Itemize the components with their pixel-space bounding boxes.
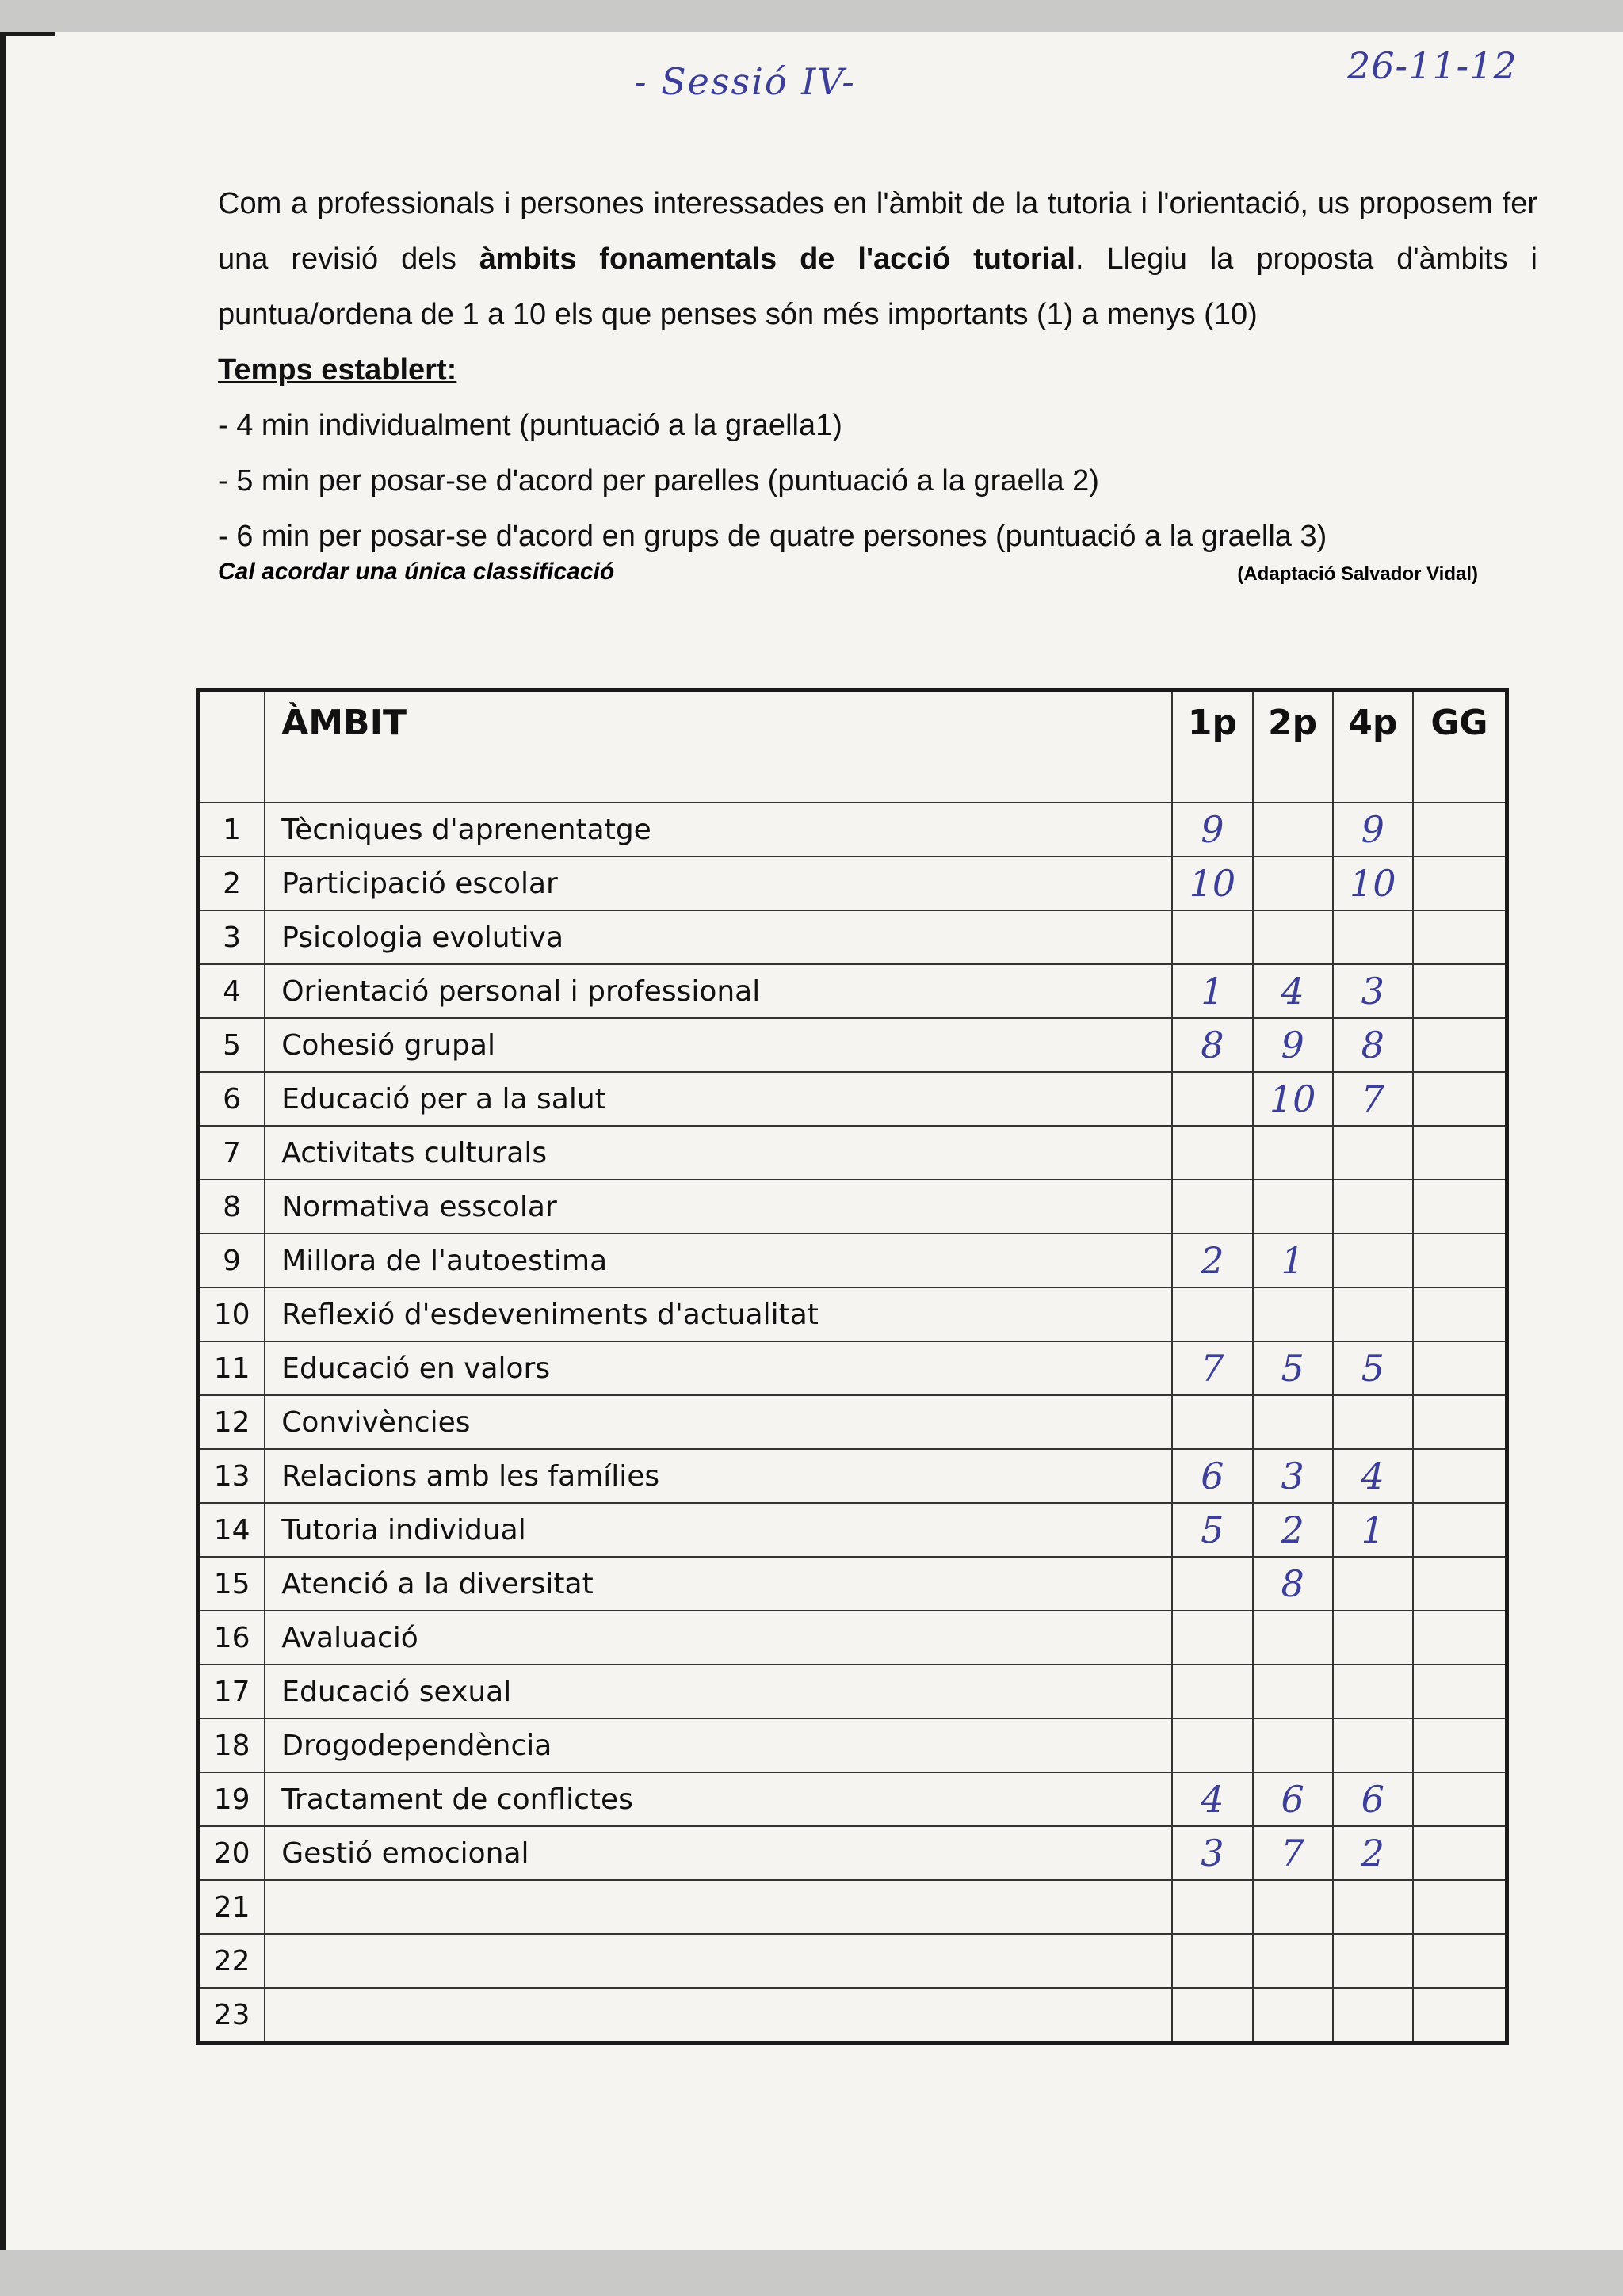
handwritten-date: 26-11-12 (1347, 44, 1518, 87)
header-4p: 4p (1333, 690, 1413, 803)
ambit-name (265, 1934, 1172, 1988)
score-2p (1253, 1665, 1333, 1718)
score-1p (1172, 1665, 1252, 1718)
score-gg (1413, 1988, 1507, 2043)
table-row (198, 1988, 1507, 2043)
row-number: 1 (198, 803, 265, 856)
score-4p (1333, 1180, 1413, 1234)
score-gg (1413, 803, 1507, 856)
score-gg (1413, 1718, 1507, 1772)
ambit-name: Tractament de conflictes (265, 1772, 1172, 1826)
score-1p: 5 (1172, 1503, 1252, 1557)
score-4p (1333, 1988, 1413, 2043)
instruction-line-1: - 4 min individualment (puntuació a la graella1) (218, 409, 842, 442)
table-row (198, 1341, 1507, 1395)
row-number: 6 (198, 1072, 265, 1126)
table-row (198, 1557, 1507, 1611)
score-4p: 3 (1333, 964, 1413, 1018)
score-gg (1413, 1880, 1507, 1934)
score-4p (1333, 910, 1413, 964)
ambit-name: Educació per a la salut (265, 1072, 1172, 1126)
temps-label: Temps establert: (218, 353, 457, 387)
score-4p (1333, 1934, 1413, 1988)
header-ambit: ÀMBIT (265, 690, 1172, 803)
ambit-name: Reflexió d'esdeveniments d'actualitat (265, 1287, 1172, 1341)
score-2p (1253, 1988, 1333, 2043)
score-gg (1413, 1611, 1507, 1665)
row-number: 20 (198, 1826, 265, 1880)
table-row (198, 1611, 1507, 1665)
cal-acordar-note: Cal acordar una única classificació (218, 559, 615, 585)
instruction-line-2: - 5 min per posar-se d'acord per parelles (puntuació a la graella 2) (218, 464, 1099, 498)
score-gg (1413, 1503, 1507, 1557)
score-2p: 9 (1253, 1018, 1333, 1072)
ambit-name: Tècniques d'aprenentatge (265, 803, 1172, 856)
adaptation-credit: (Adaptació Salvador Vidal) (1237, 563, 1478, 585)
score-gg (1413, 1395, 1507, 1449)
score-gg (1413, 1234, 1507, 1287)
score-gg (1413, 1449, 1507, 1503)
score-4p: 9 (1333, 803, 1413, 856)
score-1p (1172, 1557, 1252, 1611)
score-gg (1413, 964, 1507, 1018)
score-1p (1172, 1180, 1252, 1234)
table-row (198, 1934, 1507, 1988)
score-4p (1333, 1395, 1413, 1449)
score-gg (1413, 1826, 1507, 1880)
score-4p (1333, 1611, 1413, 1665)
ambit-name: Psicologia evolutiva (265, 910, 1172, 964)
intro-paragraph (218, 176, 1537, 342)
score-4p (1333, 1234, 1413, 1287)
score-gg (1413, 1018, 1507, 1072)
score-4p: 5 (1333, 1341, 1413, 1395)
table-row (198, 1234, 1507, 1287)
score-gg (1413, 1772, 1507, 1826)
score-4p (1333, 1557, 1413, 1611)
row-number: 17 (198, 1665, 265, 1718)
score-2p (1253, 1287, 1333, 1341)
score-1p: 8 (1172, 1018, 1252, 1072)
score-1p (1172, 1072, 1252, 1126)
score-2p (1253, 1718, 1333, 1772)
score-2p: 2 (1253, 1503, 1333, 1557)
table-row (198, 1665, 1507, 1718)
row-number: 5 (198, 1018, 265, 1072)
row-number: 4 (198, 964, 265, 1018)
ambit-name: Avaluació (265, 1611, 1172, 1665)
table-row (198, 1880, 1507, 1934)
ambit-name: Activitats culturals (265, 1126, 1172, 1180)
intro-text-a: Com a professionals i persones interessades en l'àmbit de la tutoria i l'orientació, us proposem fer una revisió dels (218, 187, 1537, 276)
score-4p (1333, 1718, 1413, 1772)
row-number: 16 (198, 1611, 265, 1665)
score-gg (1413, 856, 1507, 910)
table-row (198, 1395, 1507, 1449)
score-2p (1253, 1880, 1333, 1934)
table-row (198, 1072, 1507, 1126)
row-number: 7 (198, 1126, 265, 1180)
score-4p: 7 (1333, 1072, 1413, 1126)
score-1p (1172, 1988, 1252, 2043)
score-1p: 10 (1172, 856, 1252, 910)
ambit-name: Convivències (265, 1395, 1172, 1449)
score-2p: 7 (1253, 1826, 1333, 1880)
score-2p: 4 (1253, 964, 1333, 1018)
table-row (198, 1287, 1507, 1341)
table-row (198, 856, 1507, 910)
header-2p: 2p (1253, 690, 1333, 803)
instructions (218, 176, 1537, 564)
score-4p: 8 (1333, 1018, 1413, 1072)
ambit-name: Cohesió grupal (265, 1018, 1172, 1072)
ambit-name (265, 1988, 1172, 2043)
score-4p: 1 (1333, 1503, 1413, 1557)
table-row (198, 1718, 1507, 1772)
score-2p: 10 (1253, 1072, 1333, 1126)
score-1p: 6 (1172, 1449, 1252, 1503)
score-1p: 4 (1172, 1772, 1252, 1826)
intro-bold: àmbits fonamentals de l'acció tutorial (479, 242, 1075, 276)
score-gg (1413, 910, 1507, 964)
score-2p (1253, 1395, 1333, 1449)
score-2p: 8 (1253, 1557, 1333, 1611)
score-2p: 5 (1253, 1341, 1333, 1395)
score-4p (1333, 1880, 1413, 1934)
ambit-name: Gestió emocional (265, 1826, 1172, 1880)
score-4p (1333, 1287, 1413, 1341)
score-1p: 2 (1172, 1234, 1252, 1287)
row-number: 14 (198, 1503, 265, 1557)
score-1p (1172, 1126, 1252, 1180)
score-4p: 2 (1333, 1826, 1413, 1880)
score-2p (1253, 856, 1333, 910)
score-2p (1253, 1611, 1333, 1665)
ambit-name: Drogodependència (265, 1718, 1172, 1772)
score-2p (1253, 1934, 1333, 1988)
row-number: 10 (198, 1287, 265, 1341)
row-number: 11 (198, 1341, 265, 1395)
score-2p (1253, 803, 1333, 856)
score-2p (1253, 1126, 1333, 1180)
row-number: 23 (198, 1988, 265, 2043)
score-gg (1413, 1287, 1507, 1341)
scan-edge (0, 32, 6, 2250)
ambit-name: Tutoria individual (265, 1503, 1172, 1557)
score-1p: 9 (1172, 803, 1252, 856)
score-4p: 6 (1333, 1772, 1413, 1826)
score-gg (1413, 1126, 1507, 1180)
score-gg (1413, 1341, 1507, 1395)
row-number: 15 (198, 1557, 265, 1611)
table-row (198, 1772, 1507, 1826)
intro-text-b: . Llegiu la proposta d'àmbits i puntua/ordena de 1 a 10 els que penses són més importants (1) a menys (10) (218, 242, 1537, 331)
header-num (198, 690, 265, 803)
score-4p: 10 (1333, 856, 1413, 910)
row-number: 21 (198, 1880, 265, 1934)
table-row (198, 1449, 1507, 1503)
score-4p: 4 (1333, 1449, 1413, 1503)
table-row (198, 1503, 1507, 1557)
table-row (198, 1180, 1507, 1234)
score-1p (1172, 1718, 1252, 1772)
ambits-table (196, 688, 1509, 2045)
score-gg (1413, 1665, 1507, 1718)
row-number: 12 (198, 1395, 265, 1449)
table-row (198, 1126, 1507, 1180)
scan-edge-top (0, 32, 55, 36)
score-2p (1253, 910, 1333, 964)
score-2p: 1 (1253, 1234, 1333, 1287)
table-row (198, 910, 1507, 964)
row-number: 3 (198, 910, 265, 964)
ambit-name: Participació escolar (265, 856, 1172, 910)
score-gg (1413, 1557, 1507, 1611)
score-2p: 3 (1253, 1449, 1333, 1503)
ambit-name: Orientació personal i professional (265, 964, 1172, 1018)
row-number: 19 (198, 1772, 265, 1826)
score-4p (1333, 1665, 1413, 1718)
row-number: 9 (198, 1234, 265, 1287)
table-row (198, 1018, 1507, 1072)
score-1p: 3 (1172, 1826, 1252, 1880)
header-gg: GG (1413, 690, 1507, 803)
table-row (198, 803, 1507, 856)
ambit-name: Normativa esscolar (265, 1180, 1172, 1234)
ambit-name: Educació sexual (265, 1665, 1172, 1718)
row-number: 13 (198, 1449, 265, 1503)
score-gg (1413, 1180, 1507, 1234)
header-1p: 1p (1172, 690, 1252, 803)
score-1p (1172, 910, 1252, 964)
score-1p (1172, 1395, 1252, 1449)
score-1p: 7 (1172, 1341, 1252, 1395)
ambit-name: Atenció a la diversitat (265, 1557, 1172, 1611)
table-header-row (198, 690, 1507, 803)
score-gg (1413, 1072, 1507, 1126)
score-1p: 1 (1172, 964, 1252, 1018)
score-1p (1172, 1880, 1252, 1934)
ambit-name (265, 1880, 1172, 1934)
score-2p: 6 (1253, 1772, 1333, 1826)
row-number: 2 (198, 856, 265, 910)
ambit-name: Millora de l'autoestima (265, 1234, 1172, 1287)
score-1p (1172, 1611, 1252, 1665)
score-gg (1413, 1934, 1507, 1988)
row-number: 18 (198, 1718, 265, 1772)
session-heading: - Sessió IV- (634, 60, 856, 103)
ambit-name: Relacions amb les famílies (265, 1449, 1172, 1503)
instruction-line-3: - 6 min per posar-se d'acord en grups de quatre persones (puntuació a la graella 3) (218, 520, 1327, 553)
score-2p (1253, 1180, 1333, 1234)
note-row (218, 559, 1478, 590)
score-1p (1172, 1287, 1252, 1341)
ambit-name: Educació en valors (265, 1341, 1172, 1395)
score-4p (1333, 1126, 1413, 1180)
row-number: 22 (198, 1934, 265, 1988)
score-1p (1172, 1934, 1252, 1988)
table-row (198, 964, 1507, 1018)
table-row (198, 1826, 1507, 1880)
row-number: 8 (198, 1180, 265, 1234)
